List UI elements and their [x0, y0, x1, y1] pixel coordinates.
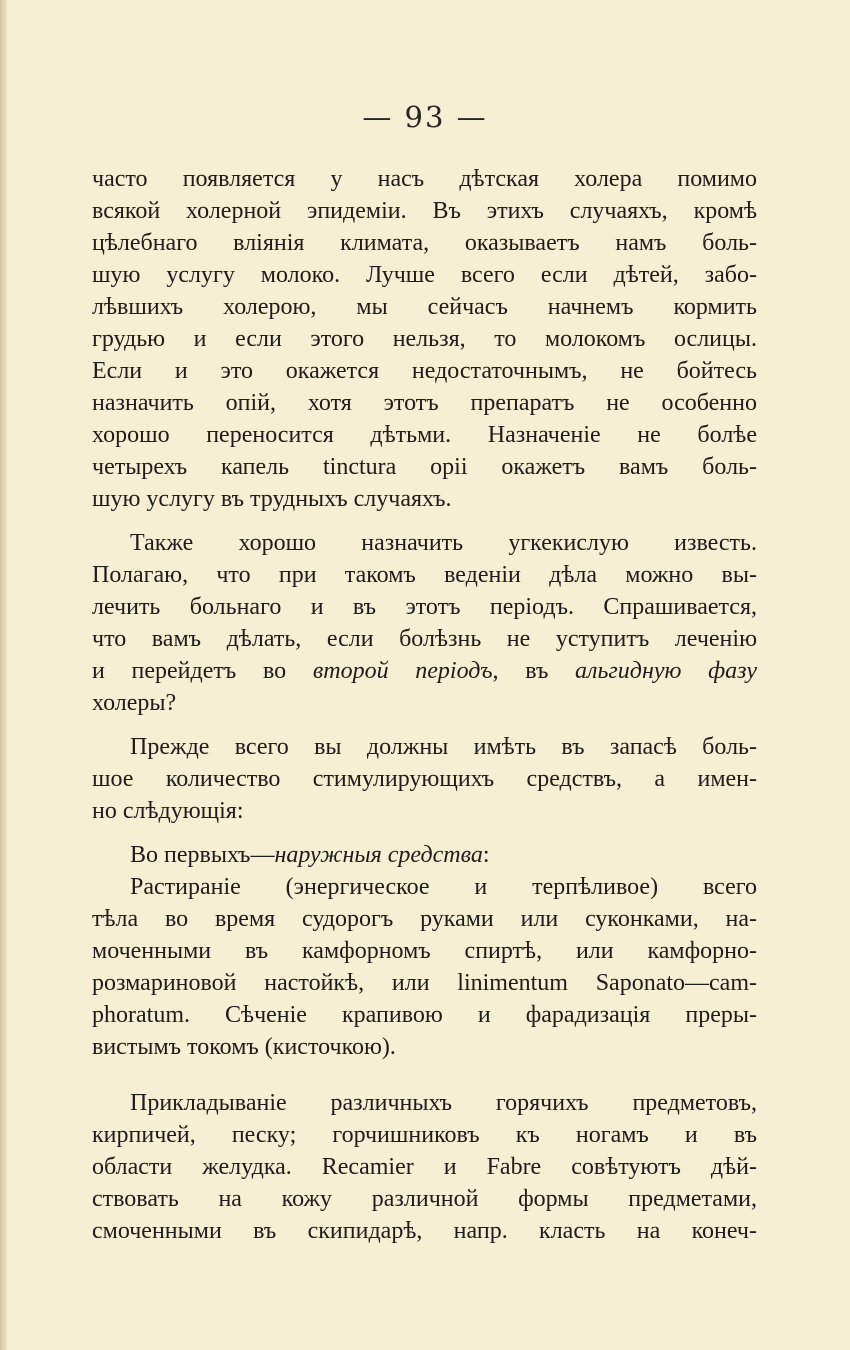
paragraph	[92, 1087, 757, 1247]
text-line: часто появляется у насъ дѣтская холера помимо	[92, 166, 757, 192]
text-line: всякой холерной эпидеміи. Въ этихъ случаяхъ, кромѣ	[92, 198, 757, 224]
text-line: области желудка. Recamier и Fabre совѣтуютъ дѣй-	[92, 1154, 757, 1180]
text-line: но слѣдующія:	[92, 798, 244, 824]
paragraph	[92, 527, 757, 719]
text-line: кирпичей, песку; горчишниковъ къ ногамъ и въ	[92, 1122, 757, 1148]
page-number: — 93 —	[362, 100, 488, 134]
text-line: Прежде всего вы должны имѣть въ запасѣ боль-	[130, 734, 757, 760]
text-run: , въ	[492, 658, 576, 684]
text-line: шую услугу молоко. Лучше всего если дѣтей, забо-	[92, 262, 757, 288]
text-line: моченными въ камфорномъ спиртѣ, или камфорно-	[92, 938, 757, 964]
text-line: хорошо переносится дѣтьми. Назначеніе не болѣе	[92, 422, 757, 448]
text-line: шое количество стимулирующихъ средствъ, а имен-	[92, 766, 757, 792]
text-line: что вамъ дѣлать, если болѣзнь не уступитъ леченію	[92, 626, 757, 652]
text-line: ствовать на кожу различной формы предметами,	[92, 1186, 757, 1212]
text-line: смоченными въ скипидарѣ, напр. класть на конеч-	[92, 1218, 757, 1244]
text-line: холеры?	[92, 690, 177, 716]
paragraph	[92, 163, 757, 515]
text-line: Прикладываніе различныхъ горячихъ предметовъ,	[130, 1090, 757, 1116]
page-text	[92, 163, 757, 1247]
text-line	[92, 655, 757, 687]
text-line: Полагаю, что при такомъ веденіи дѣла можно вы-	[92, 562, 757, 588]
text-line: шую услугу въ трудныхъ случаяхъ.	[92, 486, 452, 512]
paragraph	[92, 731, 757, 827]
italic-term: второй періодъ	[312, 658, 493, 684]
text-line: цѣлебнаго вліянія климата, оказываетъ намъ боль-	[92, 230, 757, 256]
paragraph	[92, 839, 757, 871]
text-line: вистымъ токомъ (кисточкою).	[92, 1034, 396, 1060]
text-line: грудью и если этого нельзя, то молокомъ ослицы.	[92, 326, 757, 352]
text-line: Также хорошо назначить угкекислую известь.	[130, 530, 757, 556]
text-line: Если и это окажется недостаточнымъ, не бойтесь	[92, 358, 757, 384]
page-left-edge	[0, 0, 7, 1350]
text-line: тѣла во время судорогъ руками или суконками, на-	[92, 906, 757, 932]
text-line: лечить больнаго и въ этотъ періодъ. Спрашивается,	[92, 594, 757, 620]
text-run: :	[482, 842, 490, 868]
section-heading	[92, 839, 757, 871]
text-run: и перейдетъ во	[92, 658, 313, 684]
italic-term: альгидную фазу	[575, 658, 757, 684]
text-line: розмариновой настойкѣ, или linimentum Saponato—cam-	[92, 970, 757, 996]
paragraph	[92, 871, 757, 1063]
text-run: Во первыхъ—	[130, 842, 275, 868]
text-line: Растираніе (энергическое и терпѣливое) всего	[130, 874, 757, 900]
text-line: назначить опій, хотя этотъ препаратъ не особенно	[92, 390, 757, 416]
text-line: phoratum. Сѣченіе крапивою и фарадизація преры-	[92, 1002, 757, 1028]
text-line: лѣвшихъ холерою, мы сейчасъ начнемъ кормить	[92, 294, 757, 320]
italic-term: наружныя средства	[274, 842, 483, 868]
text-line: четырехъ капель tinctura opii окажетъ вамъ боль-	[92, 454, 757, 480]
